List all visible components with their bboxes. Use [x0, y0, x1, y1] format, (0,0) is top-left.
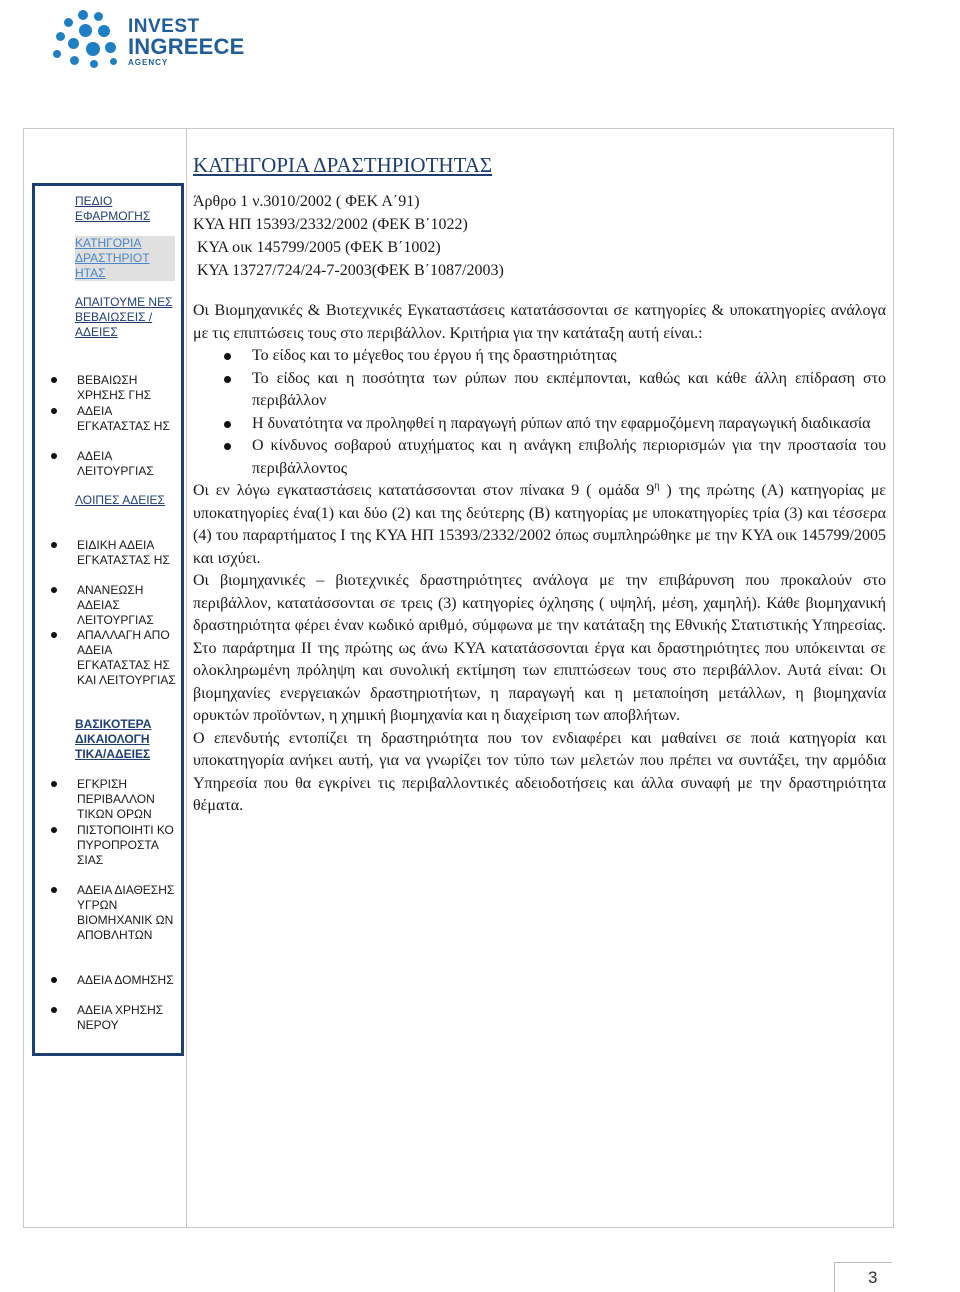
sidebar-item-water-permit[interactable]: ΑΔΕΙΑ ΧΡΗΣΗΣ ΝΕΡΟΥ	[77, 1003, 183, 1033]
sidebar-item-waste-permit[interactable]: ΑΔΕΙΑ ΔΙΑΘΕΣΗΣ ΥΓΡΩΝ ΒΙΟΜΗΧΑΝΙΚ ΩΝ ΑΠΟΒΛΗΤΩΝ	[77, 883, 183, 943]
invest-in-greece-logo	[50, 8, 245, 70]
legal-references	[193, 190, 886, 282]
sidebar-heading-basic[interactable]: ΒΑΣΙΚΟΤΕΡΑ ΔΙΚΑΙΟΛΟΓΗ ΤΙΚΑ/ΑΔΕΙΕΣ	[75, 717, 152, 761]
sidebar-nav	[32, 183, 184, 1056]
sidebar-link-scope[interactable]: ΠΕΔΙΟ ΕΦΑΡΜΟΓΗΣ	[75, 194, 151, 223]
classification-paragraph: Οι εν λόγω εγκαταστάσεις κατατάσσονται στον πίνακα 9 ( ομάδα $9^\eta$ ) της πρώτης (Α) κατηγορίας με υποκατηγορίες ένα(1) και δύο (2) και της δεύτερης (Β) κατηγορίας με υποκατηγορίες τρία (3) και τέσσερα (4) του παραρτήματος Ι της ΚΥΑ ΗΠ 15393/2332/2002 όπως συμπληρώθηκε με την ΚΥΑ οικ 145799/2005 και ισχύει.	[193, 480, 887, 567]
page-title: ΚΑΤΗΓΟΡΙΑ ΔΡΑΣΤΗΡΙΟΤΗΤΑΣ	[193, 153, 493, 177]
bullet-icon	[224, 353, 231, 360]
bullet-icon	[224, 376, 231, 383]
reference-line: ΚΥΑ 13727/724/24-7-2003(ΦΕΚ Β΄1087/2003)	[193, 262, 504, 279]
sidebar-item-install-permit[interactable]: ΑΔΕΙΑ ΕΓΚΑΤΑΣΤΑΣ ΗΣ	[77, 404, 183, 434]
logo-text-agency: AGENCY	[128, 58, 169, 67]
reference-line: ΚΥΑ ΗΠ 15393/2332/2002 (ΦΕΚ Β΄1022)	[193, 216, 468, 233]
investor-paragraph: Ο επενδυτής εντοπίζει τη δραστηριότητα που τον ενδιαφέρει και μαθαίνει σε ποιά κατηγορία και υποκατηγορία ανήκει αυτή, για να γνωρίζει τον τύπο των μελετών που πρέπει να συντάξει, την αρμόδια Υπηρεσία που θα εγκρίνει τις περιβαλλοντικές αδειοδοτήσεις και άλλα συναφή με την δραστηριότητα θέματα.	[193, 729, 886, 814]
sidebar-item-special-permit[interactable]: ΕΙΔΙΚΗ ΑΔΕΙΑ ΕΓΚΑΤΑΣΤΑΣ ΗΣ	[77, 538, 183, 568]
nuisance-paragraph: Οι βιομηχανικές – βιοτεχνικές δραστηριότητες ανάλογα με την επιβάρυνση που προκαλούν στο περιβάλλον, κατατάσσονται σε τρεις (3) κατηγορίες όχλησης ( υψηλή, μέση, χαμηλή). Κάθε βιομηχανική δραστηριότητα φέρει έναν κωδικό αριθμό, σύμφωνα με την κατάταξη της Εθνικής Στατιστικής Υπηρεσίας. Στο παράρτημα ΙΙ της πρώτης ως άνω ΚΥΑ κατατάσσονται έργα και δραστηριότητες που υπόκεινται σε ολοκληρωμένη πρόληψη και συνολική εκτίμηση των επιπτώσεων τους στο περιβάλλον. Αυτά είναι: Οι βιομηχανίες ενεργειακών δραστηριοτήτων, η παραγωγή και η μεταποίηση μετάλλων, η βιομηχανία ορυκτών προϊόντων, η χημική βιομηχανία και η διαχείριση των αποβλήτων.	[193, 572, 886, 724]
sidebar-item-building-permit[interactable]: ΑΔΕΙΑ ΔΟΜΗΣΗΣ	[77, 973, 183, 988]
intro-paragraph: Οι Βιομηχανικές & Βιοτεχνικές Εγκαταστάσεις κατατάσσονται σε κατηγορίες & υποκατηγορίες ανάλογα με τις επιπτώσεις τους στο περιβάλλον. Κριτήρια για την κατάταξη αυτή είναι.:	[193, 302, 886, 342]
bullet-icon	[224, 421, 231, 428]
sidebar-heading-other[interactable]: ΛΟΙΠΕΣ ΑΔΕΙΕΣ	[75, 493, 165, 507]
sidebar-item-env-terms[interactable]: ΕΓΚΡΙΣΗ ΠΕΡΙΒΑΛΛΟΝ ΤΙΚΩΝ ΟΡΩΝ	[77, 777, 183, 822]
criteria-list	[193, 345, 886, 480]
sidebar-item-exemption[interactable]: ΑΠΑΛΛΑΓΗ ΑΠΟ ΑΔΕΙΑ ΕΓΚΑΤΑΣΤΑΣ ΗΣ ΚΑΙ ΛΕΙΤΟΥΡΓΙΑΣ	[77, 628, 183, 688]
logo-text-ingreece: INGREECE	[128, 34, 245, 59]
reference-line: ΚΥΑ οικ 145799/2005 (ΦΕΚ Β΄1002)	[193, 239, 441, 256]
sidebar-heading-required[interactable]: ΑΠΑΙΤΟΥΜΕ ΝΕΣ ΒΕΒΑΙΩΣΕΙΣ /ΑΔΕΙΕΣ	[75, 295, 173, 339]
reference-line: Άρθρο 1 ν.3010/2002 ( ΦΕΚ Α΄91)	[193, 193, 420, 210]
sidebar-item-renewal[interactable]: ΑΝΑΝΕΩΣΗ ΑΔΕΙΑΣ ΛΕΙΤΟΥΡΓΙΑΣ	[77, 583, 183, 628]
main-content	[193, 150, 886, 818]
table-divider	[186, 128, 187, 1228]
criteria-item: Το είδος και η ποσότητα των ρύπων που εκπέμπονται, καθώς και κάθε άλλη επίδραση στο περιβάλλον	[193, 368, 886, 413]
page-number-box	[834, 1262, 892, 1292]
page-number: 3	[868, 1268, 878, 1287]
criteria-item: Το είδος και το μέγεθος του έργου ή της δραστηριότητας	[193, 345, 886, 368]
sidebar-item-fire-cert[interactable]: ΠΙΣΤΟΠΟΙΗΤΙ ΚΟ ΠΥΡΟΠΡΟΣΤΑ ΣΙΑΣ	[77, 823, 183, 868]
criteria-item: Η δυνατότητα να προληφθεί η παραγωγή ρύπων από την εφαρμοζόμενη παραγωγική διαδικασία	[193, 413, 886, 436]
bullet-icon	[224, 443, 231, 450]
sidebar-item-operation-permit[interactable]: ΑΔΕΙΑ ΛΕΙΤΟΥΡΓΙΑΣ	[77, 449, 183, 479]
criteria-item: Ο κίνδυνος σοβαρού ατυχήματος και η ανάγκη επιβολής περιορισμών για την προστασία του περιβάλλοντος	[193, 435, 886, 480]
sidebar-item-land-use[interactable]: ΒΕΒΑΙΩΣΗ ΧΡΗΣΗΣ ΓΗΣ	[77, 373, 183, 403]
logo-text-invest: INVEST	[128, 16, 200, 37]
sidebar-link-category[interactable]: ΚΑΤΗΓΟΡΙΑ ΔΡΑΣΤΗΡΙΟΤ ΗΤΑΣ	[75, 236, 175, 281]
